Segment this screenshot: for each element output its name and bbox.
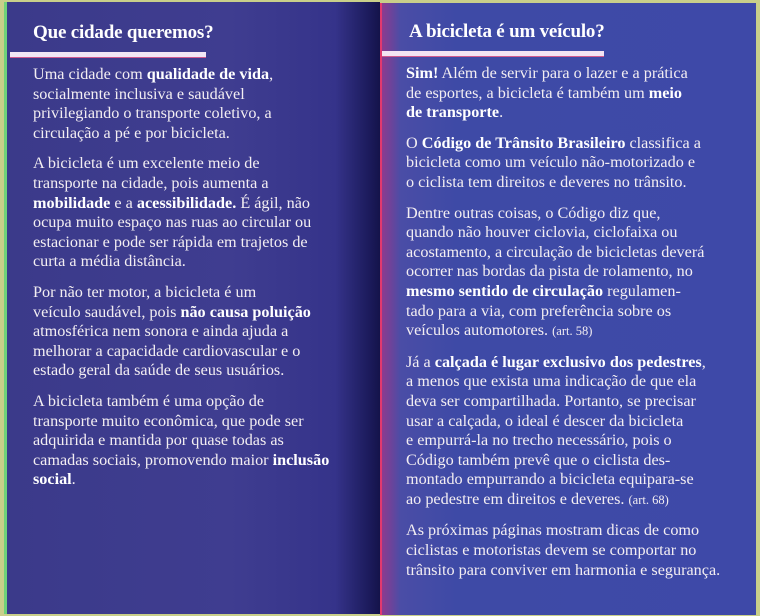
text-line xyxy=(33,342,373,362)
text: socialmente inclusiva e saudável xyxy=(33,84,245,103)
text: a menos que exista uma indicação de que ela xyxy=(406,372,697,391)
bold-text: social xyxy=(33,470,72,489)
text: usar a calçada, o ideal é descer da bicicleta xyxy=(406,411,684,430)
text-line xyxy=(33,213,373,233)
text: ao pedestre em direitos e deveres. xyxy=(406,489,629,508)
text: Por não ter motor, a bicicleta é um xyxy=(33,282,257,301)
bold-text: acessibilidade. xyxy=(136,193,237,212)
text-line xyxy=(406,470,751,490)
text: classifica a xyxy=(625,133,701,152)
paragraph xyxy=(406,353,751,511)
text-line xyxy=(33,303,373,323)
article-reference: (art. 68) xyxy=(628,492,669,507)
text: O xyxy=(406,133,422,152)
text: ciclistas e motoristas devem se comportar no xyxy=(406,541,697,560)
text: transporte na cidade, pois aumenta a xyxy=(33,173,269,192)
article-reference: (art. 58) xyxy=(552,324,593,339)
text: É ágil, não xyxy=(236,193,310,212)
text: circulação a pé e por bicicleta. xyxy=(33,123,230,142)
text: Já a xyxy=(406,352,435,371)
right-page-heading: A bicicleta é um veículo? xyxy=(409,21,605,42)
text-line xyxy=(33,322,373,342)
text-line xyxy=(33,470,373,490)
text: veículos automotores. xyxy=(406,321,553,340)
bold-text: inclusão xyxy=(272,450,330,469)
text-line xyxy=(33,85,373,105)
left-page xyxy=(4,2,380,614)
text-line xyxy=(406,451,751,471)
text: . xyxy=(499,103,504,122)
text-line xyxy=(406,262,751,282)
paragraph xyxy=(33,392,373,490)
text: A bicicleta também é uma opção de xyxy=(33,391,265,410)
paragraph xyxy=(33,65,373,143)
text: curta a média distância. xyxy=(33,252,186,271)
bold-text: de transporte xyxy=(406,103,500,122)
heading-underline xyxy=(10,52,206,57)
text-line xyxy=(406,84,751,104)
text: o ciclista tem direitos e deveres no trânsito. xyxy=(406,172,687,191)
bold-text: qualidade de vida xyxy=(146,65,270,83)
text-line xyxy=(406,321,751,342)
text: . xyxy=(71,470,76,489)
bold-text: meio xyxy=(648,83,682,102)
text-line xyxy=(406,223,751,243)
text-line xyxy=(406,372,751,392)
text-line xyxy=(406,490,751,511)
text: e a xyxy=(110,193,137,212)
paragraph xyxy=(406,204,751,342)
text-line xyxy=(33,65,373,85)
bold-text: Código de Trânsito Brasileiro xyxy=(421,133,626,152)
text: quando não houver ciclovia, ciclofaixa ou xyxy=(406,223,678,242)
text-line xyxy=(406,173,751,193)
text-line xyxy=(406,153,751,173)
text: Uma cidade com xyxy=(33,65,147,83)
heading-underline xyxy=(382,51,604,56)
text-line xyxy=(406,412,751,432)
text-line xyxy=(406,134,751,154)
text-line xyxy=(406,282,751,302)
paragraph xyxy=(406,134,751,193)
text: camadas sociais, promovendo maior xyxy=(33,450,273,469)
text: A bicicleta é um excelente meio de xyxy=(33,154,260,173)
text-line xyxy=(33,104,373,124)
bold-text: mesmo sentido de circulação xyxy=(406,281,604,300)
left-page-body xyxy=(33,65,373,501)
text: regulamen- xyxy=(603,281,681,300)
right-page xyxy=(380,3,756,615)
text-line xyxy=(33,233,373,253)
text: estado geral da saúde de seus usuários. xyxy=(33,361,285,380)
text: de esportes, a bicicleta é também um xyxy=(406,83,649,102)
text-line xyxy=(406,392,751,412)
bold-text: mobilidade xyxy=(33,193,111,212)
text: melhorar a capacidade cardiovascular e o xyxy=(33,341,301,360)
text: montado empurrando a bicicleta equipara-se xyxy=(406,470,694,489)
text-line xyxy=(33,451,373,471)
text-line xyxy=(33,124,373,144)
text: trânsito para conviver em harmonia e segurança. xyxy=(406,560,721,579)
text: veículo saudável, pois xyxy=(33,302,181,321)
bold-text: calçada é lugar exclusivo dos pedestres xyxy=(434,352,702,371)
text: Código também prevê que o ciclista des- xyxy=(406,450,671,469)
text-line xyxy=(406,431,751,451)
text-line xyxy=(406,204,751,224)
text-line xyxy=(33,252,373,272)
text-line xyxy=(33,194,373,214)
text: atmosférica nem sonora e ainda ajuda a xyxy=(33,322,289,341)
right-page-body xyxy=(406,64,751,591)
text-line xyxy=(406,521,751,541)
text: ocupa muito espaço nas ruas ao circular ou xyxy=(33,213,312,232)
paragraph xyxy=(33,283,373,381)
bold-text: Sim! xyxy=(406,64,439,82)
text: As próximas páginas mostram dicas de como xyxy=(406,521,700,540)
text: Além de servir para o lazer e a prática xyxy=(438,64,688,82)
text: acostamento, a circulação de bicicletas deverá xyxy=(406,242,705,261)
text-line xyxy=(406,103,751,123)
left-page-heading: Que cidade queremos? xyxy=(33,22,214,43)
text: adquirida e mantida por quase todas as xyxy=(33,431,284,450)
bold-text: não causa poluição xyxy=(180,302,311,321)
text: deva ser compartilhada. Portanto, se precisar xyxy=(406,391,696,410)
text-line xyxy=(33,361,373,381)
text-line xyxy=(406,64,751,84)
text: transporte muito econômica, que pode ser xyxy=(33,411,304,430)
text-line xyxy=(406,353,751,373)
paragraph xyxy=(406,521,751,580)
text-line xyxy=(33,431,373,451)
text: e empurrá-la no trecho necessário, pois o xyxy=(406,431,672,450)
text: bicicleta como um veículo não-motorizado e xyxy=(406,153,696,172)
text: , xyxy=(269,65,274,83)
text-line xyxy=(33,392,373,412)
text-line xyxy=(406,302,751,322)
text: estacionar e pode ser rápida em trajetos de xyxy=(33,232,308,251)
text: Dentre outras coisas, o Código diz que, xyxy=(406,203,661,222)
text: , xyxy=(701,352,706,371)
paragraph xyxy=(33,154,373,272)
text-line xyxy=(33,154,373,174)
text: privilegiando o transporte coletivo, a xyxy=(33,104,272,123)
text-line xyxy=(33,283,373,303)
text-line xyxy=(406,541,751,561)
text: tado para a via, com preferência sobre os xyxy=(406,301,672,320)
text-line xyxy=(33,412,373,432)
text-line xyxy=(406,243,751,263)
text: ocorrer nas bordas da pista de rolamento, no xyxy=(406,262,693,281)
paragraph xyxy=(406,64,751,123)
text-line xyxy=(33,174,373,194)
text-line xyxy=(406,561,751,581)
